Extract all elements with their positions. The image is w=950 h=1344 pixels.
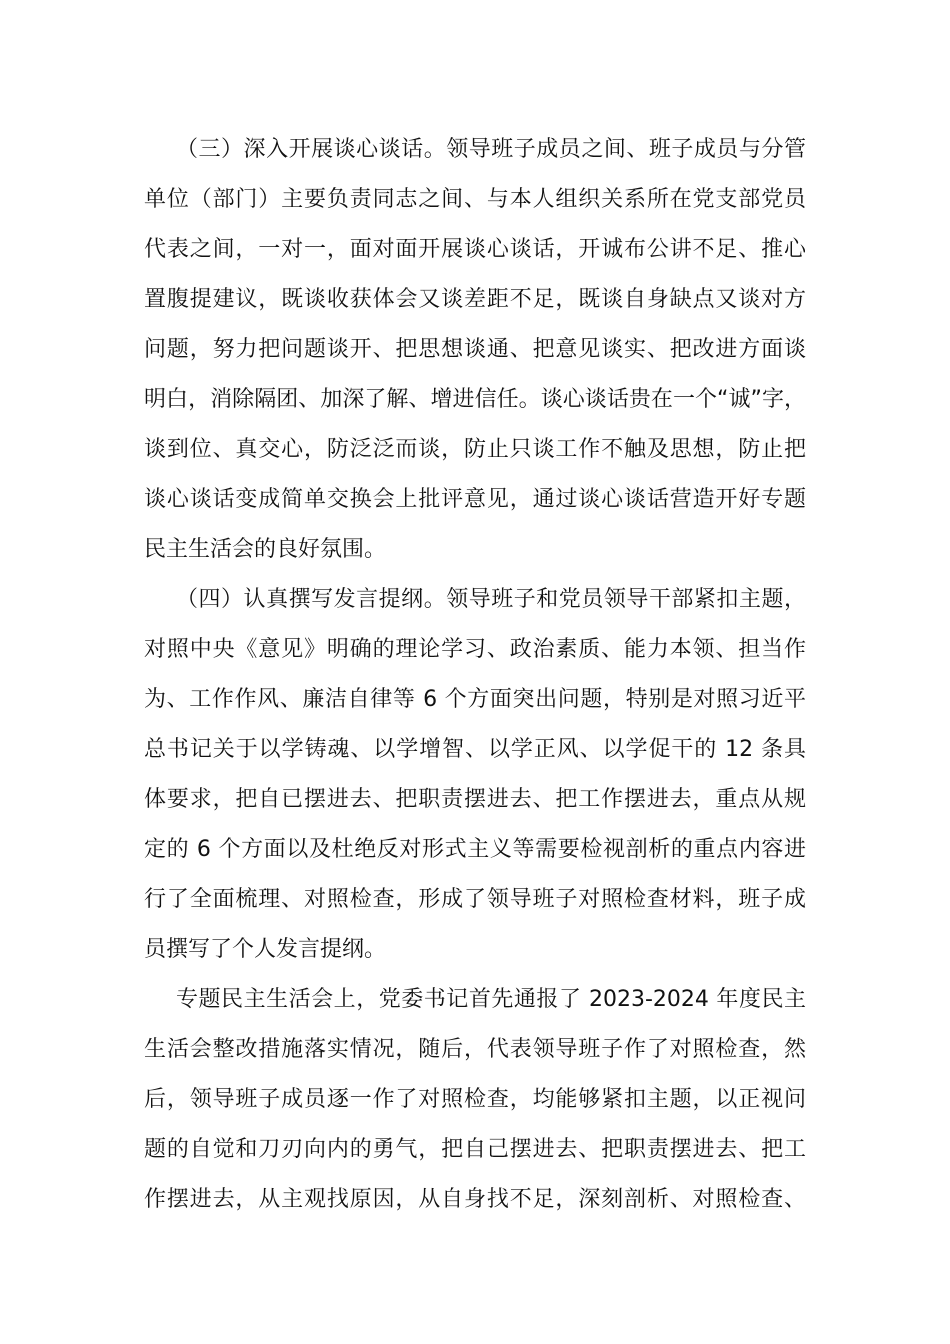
- paragraph-3-line-8: 谈心谈话变成简单交换会上批评意见，通过谈心谈话营造开好专题: [144, 487, 806, 512]
- paragraph-3-line-3: 代表之间，一对一，面对面开展谈心谈话，开诚布公讲不足、推心: [144, 237, 806, 262]
- paragraph-4-line-4: 总书记关于以学铸魂、以学增智、以学正风、以学促干的 12 条具: [144, 737, 806, 762]
- paragraph-3-line-4: 置腹提建议，既谈收获体会又谈差距不足，既谈自身缺点又谈对方: [144, 287, 806, 312]
- paragraph-4-line-5: 体要求，把自已摆进去、把职责摆进去、把工作摆进去，重点从规: [144, 787, 806, 812]
- paragraph-3-line-7: 谈到位、真交心，防泛泛而谈，防止只谈工作不触及思想，防止把: [144, 437, 806, 462]
- paragraph-4-line-2: 对照中央《意见》明确的理论学习、政治素质、能力本领、担当作: [144, 637, 806, 662]
- paragraph-3-line-6: 明白，消除隔团、加深了解、增进信任。谈心谈话贵在一个“诚”字，: [144, 387, 806, 412]
- paragraph-4-line-1: （四）认真撰写发言提纲。领导班子和党员领导干部紧扣主题，: [176, 587, 806, 612]
- paragraph-3-line-1: （三）深入开展谈心谈话。领导班子成员之间、班子成员与分管: [176, 137, 806, 162]
- paragraph-5-line-2: 生活会整改措施落实情况，随后，代表领导班子作了对照检查，然: [144, 1037, 806, 1062]
- paragraph-5-line-4: 题的自觉和刀刃向内的勇气，把自己摆进去、把职责摆进去、把工: [144, 1137, 806, 1162]
- paragraph-5-line-1: 专题民主生活会上，党委书记首先通报了 2023-2024 年度民主: [176, 987, 806, 1012]
- paragraph-5-line-3: 后，领导班子成员逐一作了对照检查，均能够紧扣主题，以正视问: [144, 1087, 806, 1112]
- paragraph-5-line-5: 作摆进去，从主观找原因，从自身找不足，深刻剖析、对照检查、: [144, 1187, 806, 1212]
- paragraph-4-line-7: 行了全面梳理、对照检查，形成了领导班子对照检查材料，班子成: [144, 887, 806, 912]
- paragraph-4-line-3: 为、工作作风、廉洁自律等 6 个方面突出问题，特别是对照习近平: [144, 687, 806, 712]
- paragraph-3-line-9: 民主生活会的良好氛围。: [144, 537, 387, 562]
- paragraph-3-line-2: 单位（部门）主要负责同志之间、与本人组织关系所在党支部党员: [144, 187, 806, 212]
- paragraph-3-line-5: 问题，努力把问题谈开、把思想谈通、把意见谈实、把改进方面谈: [144, 337, 806, 362]
- paragraph-4-line-6: 定的 6 个方面以及杜绝反对形式主义等需要检视剖析的重点内容进: [144, 837, 806, 862]
- paragraph-4-line-8: 员撰写了个人发言提纲。: [144, 937, 387, 962]
